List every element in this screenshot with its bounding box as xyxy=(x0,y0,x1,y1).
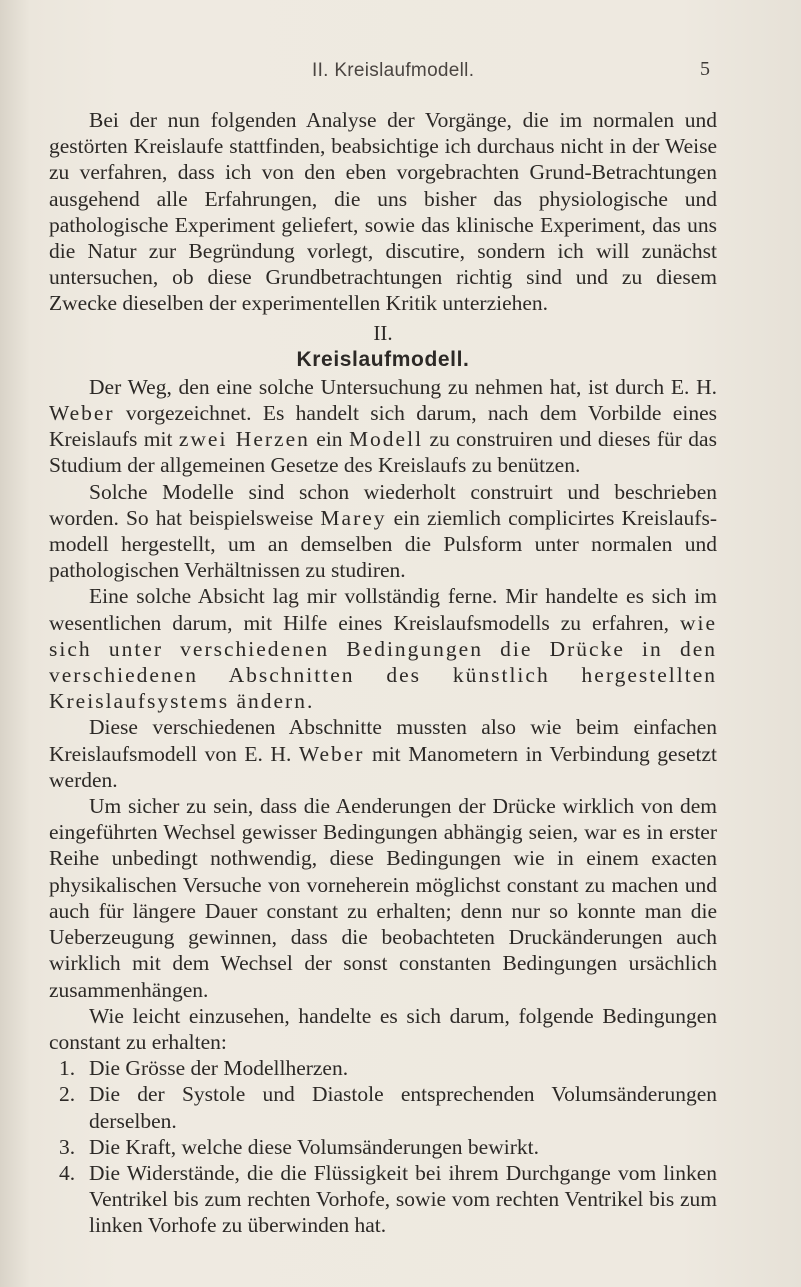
text-span: ein ziemlich complicirtes Kreislaufs-modell hergestellt, um an demselben die Pulsform unter normalen und pathologischen Verhältnissen zu studiren. xyxy=(49,505,717,583)
section-title: Kreislaufmodell. xyxy=(296,347,470,371)
paragraph-purpose xyxy=(49,583,717,714)
list-item xyxy=(49,1055,717,1081)
section-number: II. xyxy=(373,320,393,345)
list-number: 1. xyxy=(59,1056,76,1081)
list-text: Die Widerstände, die die Flüssigkeit bei ihrem Durchgange vom linken Ventrikel bis zum rechten Vorhofe, sowie vom rechten Ventrikel bis zum linken Vorhofe zu überwinden hat. xyxy=(89,1160,717,1238)
text-span: zu construiren und dieses für das Studium der allgemeinen Gesetze des Kreislaufs zu benützen. xyxy=(49,427,717,478)
author-name: Marey xyxy=(320,505,387,530)
body-text xyxy=(49,107,717,1239)
emphasis-text: Modell xyxy=(348,427,424,452)
paragraph-list-intro: Wie leicht einzusehen, handelte es sich darum, folgende Bedingungen constant zu erhalten: xyxy=(49,1003,717,1054)
text-span: . xyxy=(306,689,313,714)
paragraph-intro: Bei der nun folgenden Analyse der Vorgänge, die im normalen und gestörten Kreislaufe stattfinden, beabsichtige ich durchaus nicht in der Weise zu verfahren, dass ich von den eben vorgebrachten Grund-Betrachtungen ausgehend alle Erfahrungen, die uns bisher das physiologische und pathologische Experiment geliefert, sowie das klinische Experiment, das uns die Natur zur Begründung vorlegt, discutire, sondern ich will zunächst untersuchen, ob diese Grundbetrachtungen richtig sind und zu diesem Zwecke dieselben der experimentellen Kritik unterziehen. xyxy=(49,108,717,316)
running-head: II. Kreislaufmodell. xyxy=(312,60,475,81)
list-text: Die der Systole und Diastole entsprechenden Volumsänderungen derselben. xyxy=(89,1082,717,1133)
author-name: Weber xyxy=(49,401,115,426)
text-span: Solche Modelle sind schon wiederholt construirt und beschrieben worden. So hat beispielsweise xyxy=(49,479,717,530)
list-item xyxy=(49,1081,717,1133)
emphasis-text: wie sich unter verschiedenen Bedingungen die Drücke in den verschiedenen Abschnitten des künstlich hergestellten Kreislaufsystems ändern xyxy=(49,610,717,714)
author-name: Weber xyxy=(298,741,365,766)
list-item xyxy=(49,1134,717,1160)
text-span: Der Weg, den eine solche Untersuchung zu nehmen hat, ist durch E. H. xyxy=(89,374,717,399)
text-span: mit Manometern in Verbindung gesetzt werden. xyxy=(49,741,717,792)
text-span: Diese verschiedenen Abschnitte mussten also wie beim einfachen Kreislaufsmodell von E. H. xyxy=(49,715,717,766)
text-span: vorgezeichnet. Es handelt sich darum, nach dem Vorbilde eines Kreislaufs mit xyxy=(49,401,717,452)
paragraph-manometers xyxy=(49,714,717,793)
paragraph-conditions: Um sicher zu sein, dass die Aenderungen der Drücke wirklich von dem eingeführten Wechsel gewisser Bedingungen abhängig seien, war es in erster Reihe unbedingt nothwendig, diese Bedingungen wie in einem exacten physikalischen Versuche von vorneherein möglichst constant zu machen und auch für längere Dauer constant zu erhalten; denn nur so konnte man die Ueberzeugung gewinnen, dass die beobachteten Druckänderungen auch wirklich mit dem Wechsel der sonst constanten Bedingungen ursächlich zusammenhängen. xyxy=(49,794,717,1002)
list-number: 2. xyxy=(59,1082,76,1107)
paragraph-weber xyxy=(49,374,717,479)
paragraph-marey xyxy=(49,479,717,584)
list-number: 3. xyxy=(59,1134,76,1159)
page-number: 5 xyxy=(700,58,710,80)
emphasis-text: zwei Herzen xyxy=(178,427,310,452)
text-span: Eine solche Absicht lag mir vollständig ferne. Mir handelte es sich im wesentlichen darum, mit Hilfe eines Kreislaufsmodells zu erfahren, xyxy=(49,584,717,635)
list-item xyxy=(49,1160,717,1239)
list-number: 4. xyxy=(59,1160,76,1185)
list-text: Die Grösse der Modellherzen. xyxy=(89,1056,349,1081)
text-span: ein xyxy=(309,427,349,452)
conditions-list xyxy=(49,1055,717,1238)
list-text: Die Kraft, welche diese Volumsänderungen bewirkt. xyxy=(89,1134,539,1159)
